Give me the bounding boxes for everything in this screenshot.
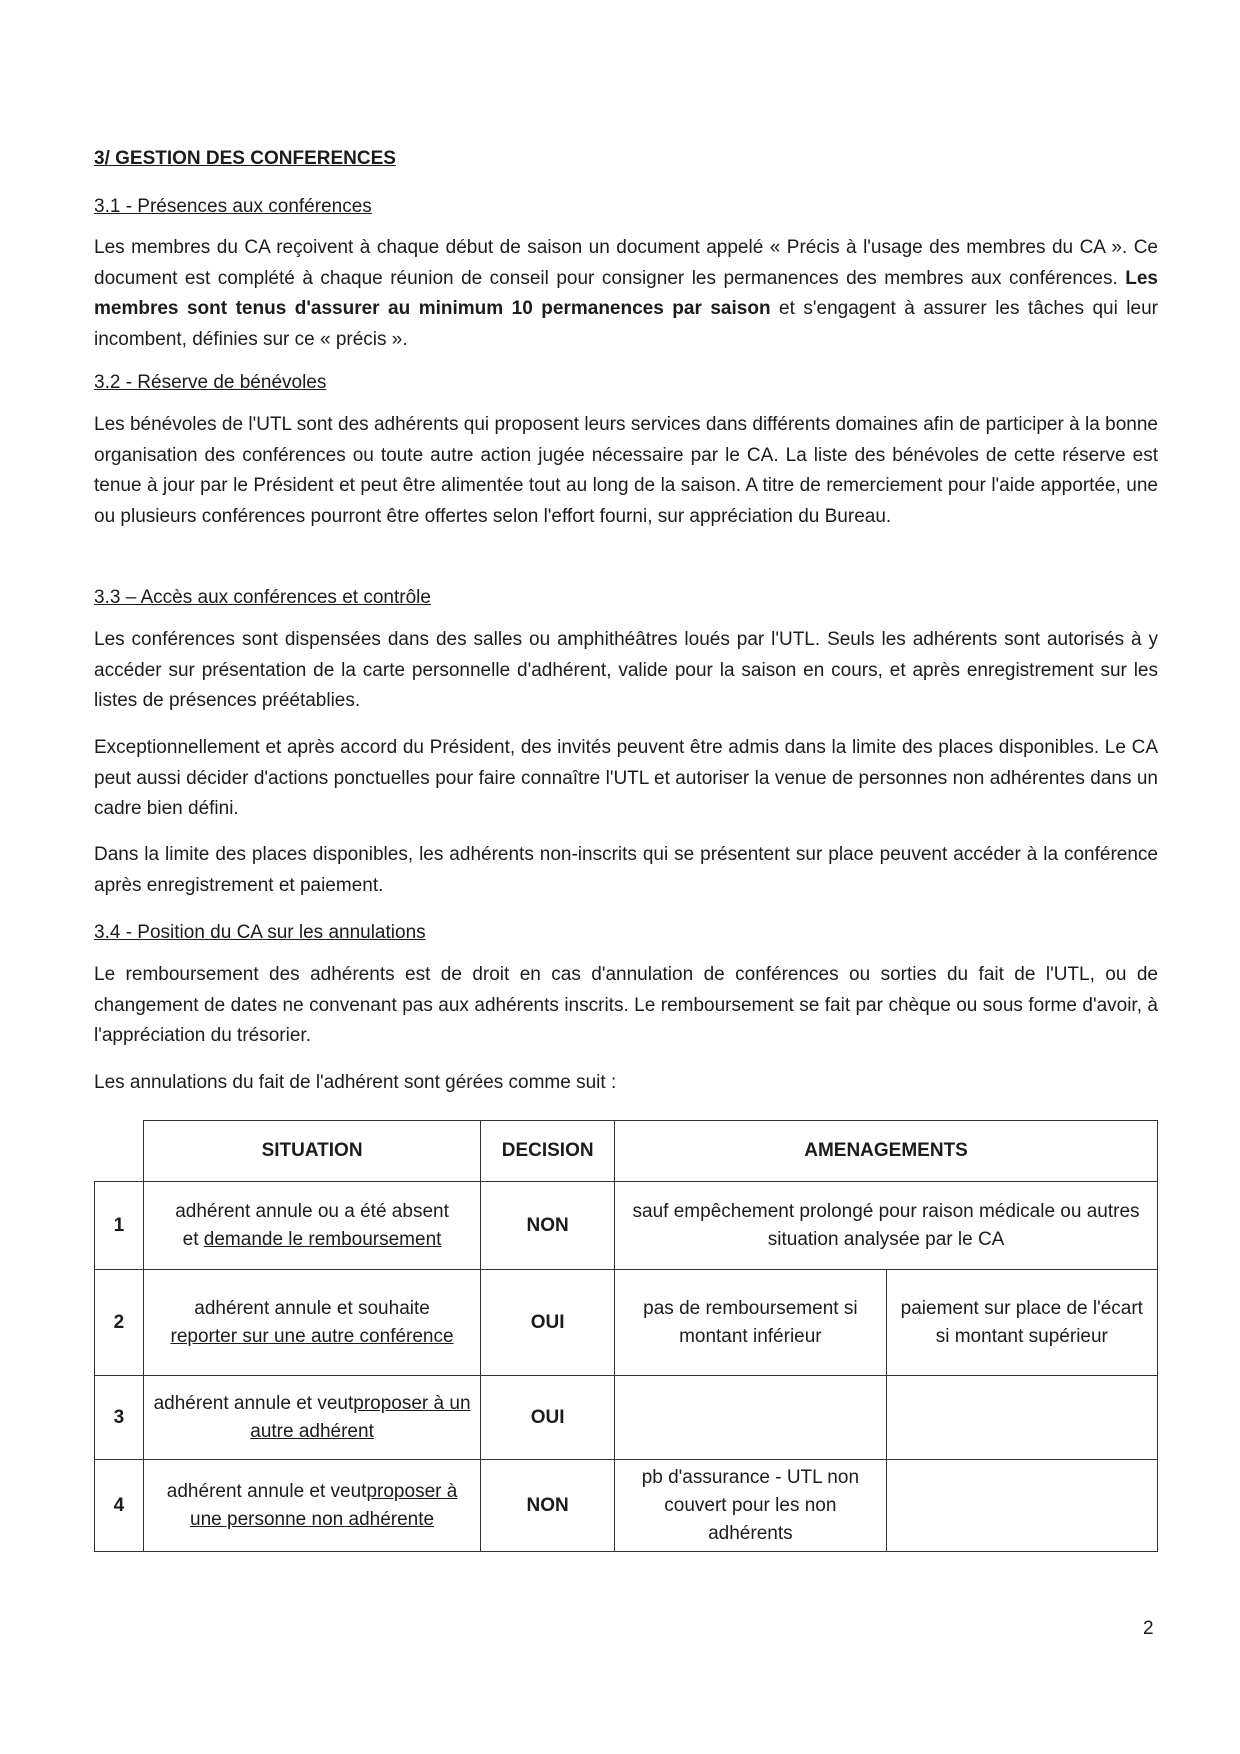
heading-3-2: 3.2 - Réserve de bénévoles [94, 372, 327, 393]
table-row [95, 1182, 1158, 1270]
decision-cell: NON [481, 1460, 615, 1552]
situation-underlined: proposer à une personne non adhérente [190, 1480, 458, 1530]
situation-cell [143, 1182, 480, 1270]
table-row [95, 1460, 1158, 1552]
situation-text-prefix: et [182, 1228, 204, 1250]
amenagement-cell-2 [886, 1460, 1157, 1552]
situation-text: adhérent annule et souhaite [194, 1297, 430, 1319]
header-decision: DECISION [481, 1121, 615, 1182]
section-title: 3/ GESTION DES CONFERENCES [94, 148, 396, 169]
situation-cell [143, 1270, 480, 1376]
cancellation-table [94, 1120, 1158, 1552]
paragraph-3-2: Les bénévoles de l'UTL sont des adhérents qui proposent leurs services dans différents domaines afin de participer à la bonne organisation des conférences ou toute autre action jugée nécessaire par le CA. La liste des bénévoles de cette réserve est tenue à jour par le Président et peut être alimentée tout au long de la saison. A titre de remerciement pour l'aide apportée, une ou plusieurs conférences pourront être offertes selon l'effort fourni, sur appréciation du Bureau. [94, 414, 1158, 527]
situation-text: adhérent annule ou a été absent [175, 1200, 449, 1222]
header-blank-cell [95, 1121, 144, 1182]
situation-cell [143, 1376, 480, 1460]
situation-cell [143, 1460, 480, 1552]
situation-text: adhérent annule et veut [153, 1392, 354, 1414]
page-number: 2 [1143, 1618, 1154, 1639]
paragraph-3-1-text: Les membres du CA reçoivent à chaque début de saison un document appelé « Précis à l'usage des membres du CA ». Ce document est complété à chaque réunion de conseil pour consigner les permanences des membres aux conférences. [94, 237, 1158, 289]
heading-3-4: 3.4 - Position du CA sur les annulations [94, 922, 426, 943]
amenagement-cell-2: paiement sur place de l'écart si montant supérieur [886, 1270, 1157, 1376]
paragraph-3-1-end: et s'engagent à assurer les tâches qui leur incombent, définies sur ce « précis ». [94, 298, 1158, 350]
heading-3-3: 3.3 – Accès aux conférences et contrôle [94, 587, 431, 608]
amenagement-cell: pb d'assurance - UTL non couvert pour les non adhérents [615, 1460, 887, 1552]
paragraph-3-3-a: Les conférences sont dispensées dans des salles ou amphithéâtres loués par l'UTL. Seuls les adhérents sont autorisés à y accéder sur présentation de la carte personnelle d'adhérent, valide pour la saison en cours, et après enregistrement sur les listes de présences préétablies. [94, 629, 1158, 711]
heading-3-1: 3.1 - Présences aux conférences [94, 196, 372, 217]
row-number: 3 [95, 1376, 144, 1460]
header-amenagements: AMENAGEMENTS [615, 1121, 1158, 1182]
row-number: 4 [95, 1460, 144, 1552]
amenagement-cell-2 [886, 1376, 1157, 1460]
table-row [95, 1376, 1158, 1460]
decision-cell: OUI [481, 1376, 615, 1460]
paragraph-3-3-c: Dans la limite des places disponibles, les adhérents non-inscrits qui se présentent sur place peuvent accéder à la conférence après enregistrement et paiement. [94, 844, 1158, 896]
paragraph-3-4-a: Le remboursement des adhérents est de droit en cas d'annulation de conférences ou sorties du fait de l'UTL, ou de changement de dates ne convenant pas aux adhérents inscrits. Le remboursement se fait par chèque ou sous forme d'avoir, à l'appréciation du trésorier. [94, 964, 1158, 1046]
paragraph-3-4-b: Les annulations du fait de l'adhérent sont gérées comme suit : [94, 1072, 617, 1093]
table-row [95, 1270, 1158, 1376]
situation-underlined: proposer à un autre adhérent [250, 1392, 471, 1442]
amenagement-cell [615, 1376, 887, 1460]
situation-underlined: reporter sur une autre conférence [170, 1325, 454, 1347]
paragraph-3-3-b: Exceptionnellement et après accord du Président, des invités peuvent être admis dans la limite des places disponibles. Le CA peut aussi décider d'actions ponctuelles pour faire connaître l'UTL et autoriser la venue de personnes non adhérentes dans un cadre bien défini. [94, 737, 1158, 819]
situation-text: adhérent annule et veut [166, 1480, 367, 1502]
table-header-row [95, 1121, 1158, 1182]
row-number: 2 [95, 1270, 144, 1376]
paragraph-3-1 [94, 233, 1158, 355]
header-situation: SITUATION [143, 1121, 480, 1182]
row-number: 1 [95, 1182, 144, 1270]
decision-cell: OUI [481, 1270, 615, 1376]
decision-cell: NON [481, 1182, 615, 1270]
situation-underlined: demande le remboursement [203, 1228, 442, 1250]
amenagement-cell: sauf empêchement prolongé pour raison médicale ou autres situation analysée par le CA [615, 1182, 1158, 1270]
paragraph-3-1-bold: Les membres sont tenus d'assurer au minimum 10 permanences par saison [94, 267, 1158, 319]
amenagement-cell: pas de remboursement si montant inférieur [615, 1270, 887, 1376]
